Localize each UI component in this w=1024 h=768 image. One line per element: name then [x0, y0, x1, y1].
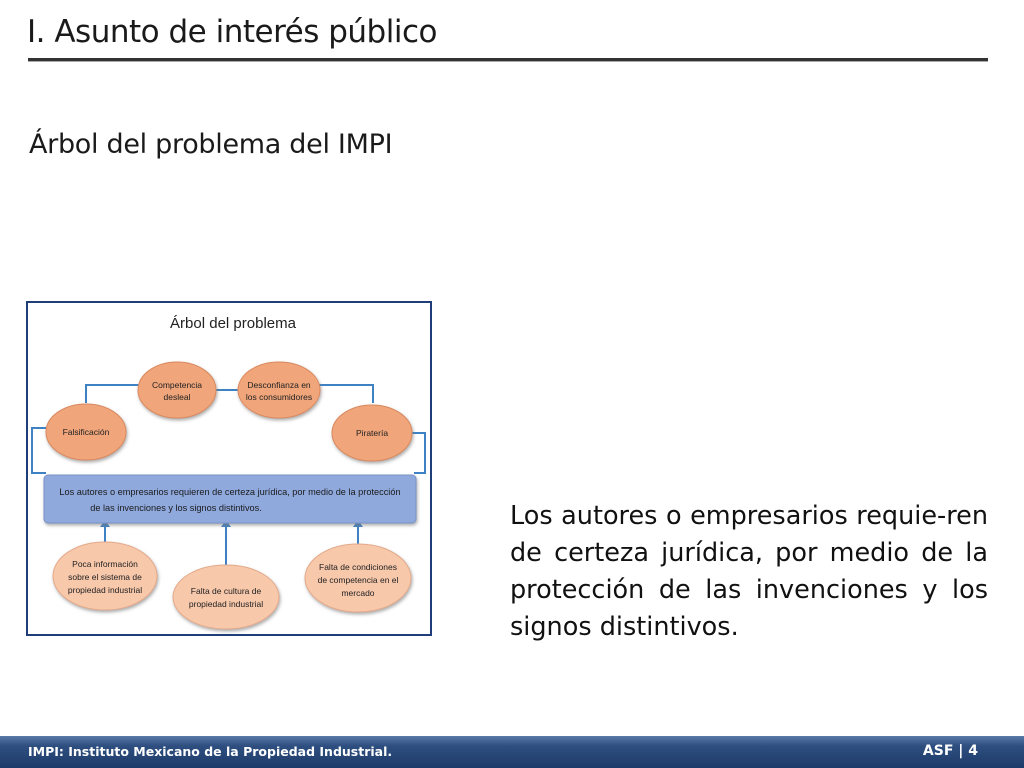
slide-subtitle: Árbol del problema del IMPI [29, 129, 393, 160]
effect-desconfianza [238, 362, 320, 418]
effect-label: desleal [163, 392, 191, 402]
problem-tree-figure [26, 301, 432, 636]
slide-title: I. Asunto de interés público [27, 14, 437, 50]
effect-label: Falsificación [62, 427, 110, 437]
central-problem [44, 475, 416, 523]
cause-falta-cultura [173, 565, 279, 629]
effect-pirateria [332, 405, 412, 461]
cause-label: mercado [341, 588, 375, 598]
problem-label: Los autores o empresarios requieren de certeza jurídica, por medio de la protección [59, 487, 401, 497]
diagram-title: Árbol del problema [170, 315, 296, 332]
effect-label: Desconfianza en [247, 380, 311, 390]
cause-label: Poca información [72, 559, 138, 569]
cause-falta-condiciones [305, 544, 411, 612]
page-number: ASF | 4 [922, 743, 978, 759]
title-divider-shadow [28, 61, 988, 62]
cause-label: sobre el sistema de [68, 572, 142, 582]
cause-label: propiedad industrial [67, 585, 143, 595]
problem-description: Los autores o empresarios requie-ren de certeza jurídica, por medio de la protección de las invenciones y los signos distintivos. [510, 501, 988, 642]
problem-label: de las invenciones y los signos distintivos. [90, 503, 262, 513]
effect-falsificacion [46, 404, 126, 460]
cause-poca-informacion [53, 542, 157, 610]
effect-label: Competencia [151, 380, 203, 390]
effect-label: Piratería [355, 428, 389, 438]
cause-label: Falta de cultura de [190, 586, 262, 596]
cause-label: propiedad industrial [188, 599, 264, 609]
effect-label: los consumidores [245, 392, 313, 402]
cause-label: de competencia en el [317, 575, 399, 585]
effect-competencia-desleal [138, 362, 216, 418]
footer-bar [0, 736, 1024, 768]
cause-label: Falta de condiciones [319, 562, 397, 572]
footer-note: IMPI: Instituto Mexicano de la Propiedad Industrial. [28, 744, 393, 759]
